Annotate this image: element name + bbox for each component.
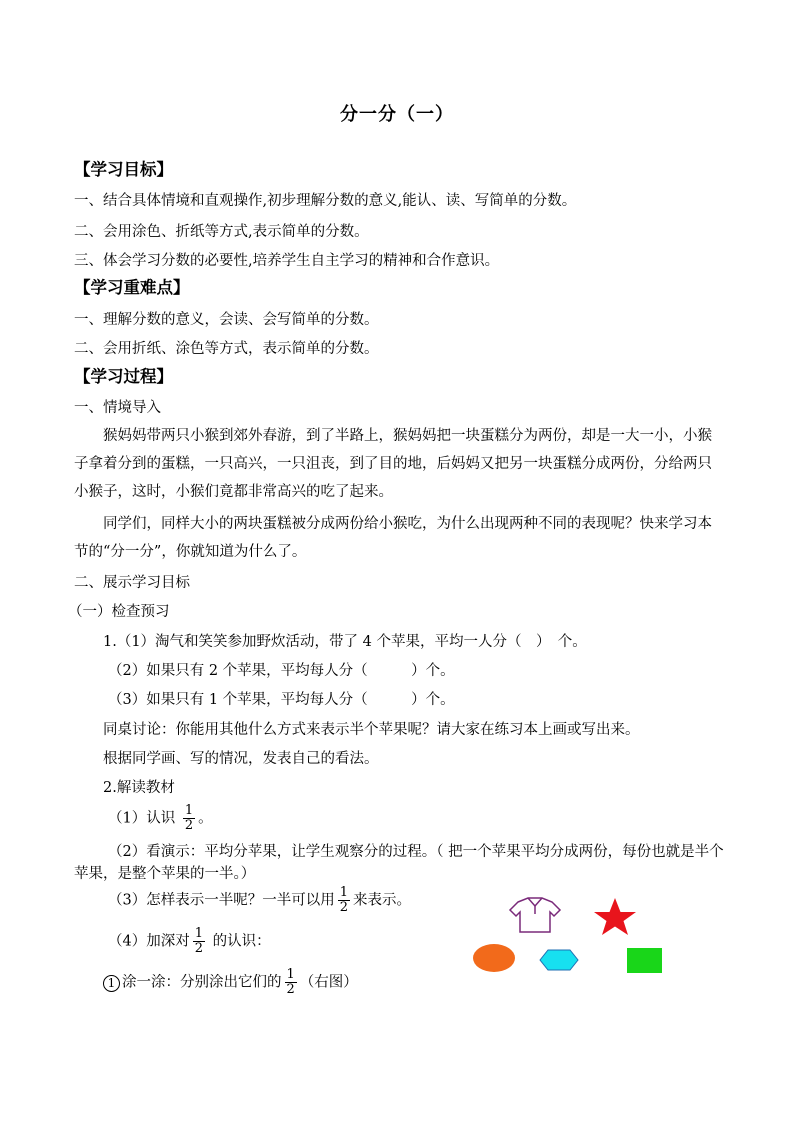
fraction-denominator: 2 [339,900,349,915]
key-line: 二、会用折纸、涂色等方式，表示简单的分数。 [74,341,379,357]
question-line: （3）如果只有 1 个苹果，平均每人分（ ）个。 [108,692,455,708]
read-item-1 [108,804,213,833]
text: 。 [198,810,213,827]
fraction-one-half [285,968,297,997]
text: （右图） [299,974,358,991]
fraction-numerator: 1 [286,967,295,982]
question-line: （2）如果只有 2 个苹果，平均每人分（ ）个。 [108,663,455,679]
fraction-numerator: 1 [194,926,204,941]
text: （1）认识 [108,810,176,827]
hexagon-shape [540,950,578,970]
read-item-5 [103,968,358,997]
text: （4）加深对 [108,933,190,950]
intro-heading: 一、情境导入 [74,400,161,416]
read-item-4 [108,927,271,956]
fraction-numerator: 1 [184,803,194,818]
fraction-one-half [183,804,195,833]
fraction-denominator: 2 [184,818,194,833]
opinion-line: 根据同学画、写的情况，发表自己的看法。 [103,751,379,767]
shapes-figure [460,890,690,990]
star-icon [594,898,636,935]
story-paragraph: 猴妈妈带两只小猴到郊外春游，到了半路上，猴妈妈把一块蛋糕分为两份，却是一大一小，小猴子拿着分到的蛋糕，一只高兴，一只沮丧，到了目的地，后妈妈又把另一块蛋糕分成两份，分给两只小猴子，这时，小猴们竟都非常高兴的吃了起来。 [74,428,712,500]
goal-line: 三、体会学习分数的必要性,培养学生自主学习的精神和合作意识。 [74,253,500,269]
read-item-3 [108,886,411,915]
ellipse-shape [473,944,515,972]
story-paragraph: 同学们，同样大小的两块蛋糕被分成两份给小猴吃，为什么出现两种不同的表现呢？快来学习本节的“分一分”，你就知道为什么了。 [74,516,712,560]
show-heading: 二、展示学习目标 [74,575,190,591]
text: 来表示。 [353,892,412,909]
fraction-denominator: 2 [286,982,295,997]
goal-line: 二、会用涂色、折纸等方式,表示简单的分数。 [74,224,369,240]
fraction-one-half [193,927,205,956]
goals-heading: 【学习目标】 [74,160,173,179]
text: 涂一涂：分别涂出它们的 [122,974,282,991]
fraction-denominator: 2 [194,941,204,956]
goal-line: 一、结合具体情境和直观操作,初步理解分数的意义,能认、读、写简单的分数。 [74,193,577,209]
rectangle-shape [627,948,662,973]
read-heading: 2.解读教材 [103,780,175,796]
text: （3）怎样表示一半呢？一半可以用 [108,892,335,909]
read-item-2: （2）看演示：平均分苹果，让学生观察分的过程。（ 把一个苹果平均分成两份，每份也就是半个苹果，是整个苹果的一半。） [74,844,724,882]
text: 的认识： [208,933,271,950]
key-heading: 【学习重难点】 [74,278,190,297]
question-line: 1.（1）淘气和笑笑参加野炊活动，带了 4 个苹果，平均一人分（ ） 个。 [103,634,587,650]
key-line: 一、理解分数的意义，会读、会写简单的分数。 [74,312,379,328]
fraction-numerator: 1 [339,885,349,900]
discuss-line: 同桌讨论：你能用其他什么方式来表示半个苹果呢？请大家在练习本上画或写出来。 [103,722,640,738]
circled-number: 1 [103,975,120,992]
fraction-one-half [338,886,350,915]
check-heading: （一）检查预习 [68,604,170,620]
page-title: 分一分（一） [340,104,454,125]
process-heading: 【学习过程】 [74,367,173,386]
shirt-icon [510,898,560,932]
